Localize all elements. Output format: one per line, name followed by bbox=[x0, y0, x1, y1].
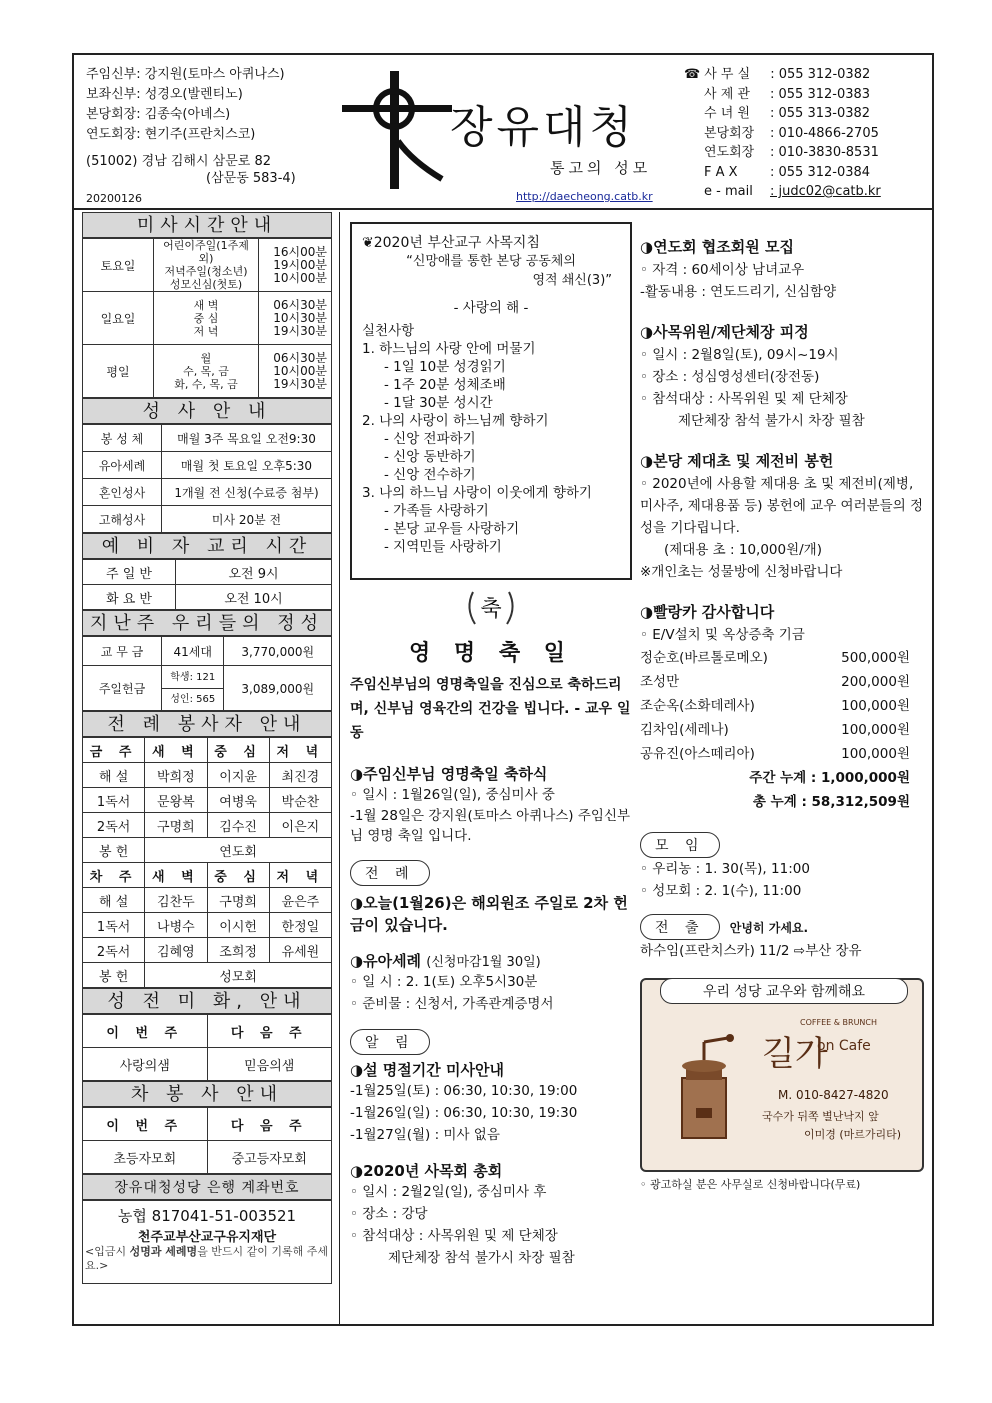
table-row: 금 주 새 벽 중 심 저 녁 bbox=[83, 738, 332, 763]
table-row: 주일헌금 학생: 121 성인: 565 3,089,000원 bbox=[83, 666, 332, 711]
legion-president: 연도회장: 현기주(프란치스코) bbox=[86, 127, 256, 142]
bank-account: 농협 817041-51-003521 bbox=[117, 1207, 297, 1225]
weekly-total: 주간 누계 : 1,000,000원 bbox=[749, 770, 910, 786]
bank-heading: 장유대청성당 은행 계좌번호 bbox=[82, 1174, 332, 1200]
table-row: 해 설 김찬두 구명희 윤은주 bbox=[83, 888, 332, 913]
address: (51002) 경남 김해시 삼문로 82 (삼문동 583-4) bbox=[86, 154, 296, 186]
list-item: 조성만 200,000원 bbox=[640, 674, 910, 690]
pastoral-title: ❦2020년 부산교구 사목지침 bbox=[362, 235, 540, 251]
ad-note: ◦ 광고하실 분은 사무실로 신청바랍니다(무료) bbox=[640, 1178, 861, 1191]
table-row: 평일 월 수, 목, 금 화, 수, 목, 금 06시30분 10시00분 19시30분 bbox=[83, 345, 332, 398]
council-president: 본당회장: 김종숙(아녜스) bbox=[86, 107, 231, 122]
grand-total: 총 누계 : 58,312,509원 bbox=[752, 794, 910, 810]
bank-holder: 천주교부산교구유지재단 bbox=[137, 1230, 277, 1245]
cafe-location: 국수가 뒤쪽 별난낙지 앞 bbox=[762, 1110, 879, 1123]
congratulation-seal bbox=[350, 586, 632, 634]
contact-row: F A X : 055 312-0384 bbox=[704, 164, 871, 180]
offering-heading: 지난주 우리들의 정성 bbox=[82, 610, 332, 636]
feast-title: 영 명 축 일 bbox=[409, 640, 573, 666]
website-link[interactable]: http://daecheong.catb.kr bbox=[516, 190, 653, 203]
contact-row: 본당회장 : 010-4866-2705 bbox=[704, 125, 879, 141]
contact-row: 연도회장 : 010-3830-8531 bbox=[704, 145, 879, 160]
liturgy-table bbox=[82, 737, 332, 988]
mass-times-heading: 미사시간안내 bbox=[82, 212, 332, 238]
table-row: 차 주 새 벽 중 심 저 녁 bbox=[83, 863, 332, 888]
parish-subtitle: 통고의 성모 bbox=[550, 159, 652, 177]
table-row: 1독서 문왕복 여병욱 박순찬 bbox=[83, 788, 332, 813]
pastoral-theme: - 사랑의 해 - bbox=[453, 300, 529, 316]
catechism-heading: 예 비 자 교리 시간 bbox=[82, 533, 332, 559]
yeondo-section: ◑연도회 협조회원 모집 ◦ 자격 : 60세이상 남녀교우 -활동내용 : 연도드리기, 신심함양 bbox=[640, 238, 837, 300]
notice-pill: 알 림 bbox=[350, 1029, 430, 1055]
pastoral-guideline-box: ❦2020년 부산교구 사목지침 “신망애를 통한 본당 공동체의 영적 쇄신(3)” - 사랑의 해 - 실천사항 1. 하느님의 사랑 안에 머물기 - 1일 10분 성경읽기 - 1주 20분 성체조배 - 1달 30분 성시간 2. 나의 사랑이 하느님께 향하기 - 신앙 전파하기 - 신앙 동반하기 - 신앙 전수하기 3. 나의 하느님 사랑이 이웃에게 향하기 - 가족들 사랑하기 - 본당 교우들 사랑하기 - 지역민들 사랑하기 bbox=[350, 222, 632, 580]
car-service-heading: 차 봉 사 안내 bbox=[82, 1081, 332, 1107]
table-row: 혼인성사 1개월 전 신청(수료증 첨부) bbox=[83, 479, 332, 506]
catechism-table bbox=[82, 559, 332, 610]
table-row: 일요일 새 벽 중 심 저 녁 06시30분 10시30분 19시30분 bbox=[83, 292, 332, 345]
list-item: 조순옥(소화데레사) 100,000원 bbox=[640, 698, 910, 714]
cafe-phone: M. 010-8427-4820 bbox=[778, 1088, 889, 1102]
table-row: 유아세례 매월 첫 토요일 오후5:30 bbox=[83, 452, 332, 479]
table-row: 2독서 구명희 김수진 이은지 bbox=[83, 813, 332, 838]
table-row: 화 요 반 오전 10시 bbox=[83, 585, 332, 610]
table-row: 주 일 반 오전 9시 bbox=[83, 560, 332, 585]
phone-icon: ☎ bbox=[684, 67, 701, 82]
table-row: 봉 성 체 매월 3주 목요일 오전9:30 bbox=[83, 425, 332, 452]
table-row: 봉 헌 성모회 bbox=[83, 963, 332, 988]
contact-row: e - mail : judc02@catb.kr bbox=[684, 182, 881, 202]
header bbox=[72, 53, 934, 210]
table-row: 교 무 금 41세대 3,770,000원 bbox=[83, 637, 332, 666]
assistant-priest: 보좌신부: 성경오(발렌티노) bbox=[86, 87, 243, 102]
cross-logo-icon bbox=[342, 71, 452, 191]
right-column: ◑연도회 협조회원 모집 ◦ 자격 : 60세이상 남녀교우 -활동내용 : 연도드리기, 신심함양 ◑사목위원/제단체장 피정 ◦ 일시 : 2월8일(토), 09시~19시 ◦ 장소 : 성심영성센터(장전동) ◦ 참석대상 : 사목위원 및 제 단체장 제단체장 참석 불가시 차장 필참 ◑본당 제대초 및 제전비 봉헌 ◦ 2020년에 사용할 제대용 초 및 제전비(제병, 미사주, 제대용품 등) 봉헌에 교우 여러분들의 정성을 기다립니다. (제대용 초 : 10,000원/개) ※개인초는 성물방에 신청바랍니다 ◑빨랑카 감사합니다 ◦ E/V설치 및 옥상증축 기금 정순호(바르톨로메오) 500,000원 조성만 200,000원 조순옥(소화데레사) 100,000원 김차임(세레나) 100,000원 공유진(아스떼리아) 100,000원 주간 누계 : 1,000,000원 총 누계 : 58,312,509원 모 임 ◦ 우리농 : 1. 30(목), 11:00 ◦ 성모회 : 2. 1(수), 11:00 전 출 안녕히 가세요. 하수임(프란치스카) 11/2 ⇨부산 장유 우리 성당 교우와 함께해요 COFFEE & BRUNCH 길가 on Cafe M. 010-8427-4820 국수가 뒤쪽 별난낙지 앞 이미경 (마르가리타) ◦ 광고하실 분은 사무실로 신청바랍니다(무료) bbox=[640, 238, 924, 1191]
contact-row: 사 제 관 : 055 312-0383 bbox=[704, 86, 871, 102]
laurel-icon bbox=[463, 586, 519, 630]
table-row: 2독서 김혜영 조희정 유세원 bbox=[83, 938, 332, 963]
table-row: 이 번 주 다 음 주 bbox=[83, 1108, 332, 1141]
table-row: 고해성사 미사 20분 전 bbox=[83, 506, 332, 533]
table-row: 이 번 주 다 음 주 bbox=[83, 1015, 332, 1048]
car-service-table bbox=[82, 1107, 332, 1174]
sacraments-table bbox=[82, 424, 332, 533]
table-row: 토요일 어린이주일(1주제외) 저녁주일(청소년) 성모신심(첫토) 16시00분 19시00분 10시00분 bbox=[83, 239, 332, 292]
offering-table bbox=[82, 636, 332, 711]
bank-box bbox=[82, 1200, 332, 1284]
candles-section: ◑본당 제대초 및 제전비 봉헌 ◦ 2020년에 사용할 제대용 초 및 제전비(제병, 미사주, 제대용품 등) 봉헌에 교우 여러분들의 정성을 기다립니다. (제대용 초 : 10,000원/개) ※개인초는 성물방에 신청바랍니다 bbox=[640, 452, 924, 580]
middle-column: ❦2020년 부산교구 사목지침 “신망애를 통한 본당 공동체의 영적 쇄신(3)” - 사랑의 해 - 실천사항 1. 하느님의 사랑 안에 머물기 - 1일 10분 성경읽기 - 1주 20분 성체조배 - 1달 30분 성시간 2. 나의 사랑이 하느님께 향하기 - 신앙 전파하기 - 신앙 동반하기 - 신앙 전수하기 3. 나의 하느님 사랑이 이웃에게 향하기 - 가족들 사랑하기 - 본당 교우들 사랑하기 - 지역민들 사랑하기 축 영 명 축 일 주임신부님의 영명축일을 진심으로 축하드리며, 신부님 영육간의 건강을 빕니다. - 교우 일동 ◑주임신부님 영명축일 축하식 ◦ 일시 : 1월26일(일), 중심미사 중 -1월 28일은 강지원(토마스 아퀴나스) 주임신부님 영명 축일 입니다. 전 례 ◑오늘(1월26)은 해외원조 주일로 2차 헌금이 있습니다. ◑유아세례 (신청마감1월 30일) ◦ 일 시 : 2. 1(토) 오후5시30분 ◦ 준비물 : 신청서, 가족관계증명서 알 림 ◑설 명절기간 미사안내 -1월25일(토) : 06:30, 10:30, 19:00 -1월26일(일) : 06:30, 10:30, 19:30 -1월27일(월) : 미사 없음 ◑2020년 사목회 총회 ◦ 일시 : 2월2일(일), 중심미사 후 ◦ 장소 : 강당 ◦ 참석대상 : 사목위원 및 제 단체장 제단체장 참석 불가시 차장 필참 bbox=[350, 222, 632, 1269]
liturgy-pill: 전 례 bbox=[350, 860, 430, 886]
mass-times-table bbox=[82, 238, 332, 398]
table-row: 해 설 박희정 이지윤 최진경 bbox=[83, 763, 332, 788]
cafe-advertisement: 우리 성당 교우와 함께해요 COFFEE & BRUNCH 길가 on Cafe M. 010-8427-4820 국수가 뒤쪽 별난낙지 앞 이미경 (마르가리타) bbox=[640, 978, 924, 1172]
bank-note: <입금시 성명과 세례명을 반드시 같이 기록해 주세요.> bbox=[85, 1245, 329, 1272]
coffee-grinder-icon bbox=[664, 1028, 744, 1148]
celebration-title: ◑주임신부님 영명축일 축하식 bbox=[350, 765, 548, 783]
priest: 주임신부: 강지원(토마스 아퀴나스) bbox=[86, 67, 285, 82]
newyear-mass-title: ◑설 명절기간 미사안내 bbox=[350, 1061, 504, 1079]
sacraments-heading: 성 사 안 내 bbox=[82, 398, 332, 424]
cafe-owner: 이미경 (마르가리타) bbox=[804, 1128, 902, 1141]
liturgy-heading: 전 례 봉사자 안내 bbox=[82, 711, 332, 737]
moveout-pill: 전 출 bbox=[640, 914, 720, 940]
cafe-brand: 길가 bbox=[762, 1034, 828, 1074]
altar-flowers-heading: 성 전 미 화, 안내 bbox=[82, 988, 332, 1014]
baptism-title: ◑유아세례 (신청마감1월 30일) bbox=[350, 952, 541, 970]
pastoral-practice-list: 실천사항 1. 하느님의 사랑 안에 머물기 - 1일 10분 성경읽기 - 1주 20분 성체조배 - 1달 30분 성시간 2. 나의 사랑이 하느님께 향하기 - 신앙 전파하기 - 신앙 동반하기 - 신앙 전수하기 3. 나의 하느님 사랑이 이웃에게 향하기 - 가족들 사랑하기 - 본당 교우들 사랑하기 - 지역민들 사랑하기 bbox=[362, 323, 592, 555]
table-row: 사랑의샘 믿음의샘 bbox=[83, 1048, 332, 1081]
table-row: 1독서 나병수 이시헌 한정일 bbox=[83, 913, 332, 938]
contact-row: 수 녀 원 : 055 313-0382 bbox=[704, 106, 871, 121]
contact-row: ☎ 사 무 실 : 055 312-0382 bbox=[684, 65, 881, 85]
overseas-aid-notice: ◑오늘(1월26)은 해외원조 주일로 2차 헌금이 있습니다. bbox=[350, 894, 628, 934]
table-row: 봉 헌 연도회 bbox=[83, 838, 332, 863]
contact-list bbox=[684, 65, 881, 202]
ad-heading: 우리 성당 교우와 함께해요 bbox=[660, 978, 908, 1004]
moveout-section: 전 출 안녕히 가세요. 하수임(프란치스카) 11/2 ⇨부산 장유 bbox=[640, 914, 924, 962]
feast-message: 주임신부님의 영명축일을 진심으로 축하드리며, 신부님 영육간의 건강을 빕니다. - 교우 일동 bbox=[350, 677, 631, 741]
seal-text: 축 bbox=[480, 597, 502, 622]
parish-title: 장유대청 bbox=[450, 102, 637, 153]
list-item: 공유진(아스떼리아) 100,000원 bbox=[640, 746, 910, 762]
retreat-section: ◑사목위원/제단체장 피정 ◦ 일시 : 2월8일(토), 09시~19시 ◦ 장소 : 성심영성센터(장전동) ◦ 참석대상 : 사목위원 및 제 단체장 제단체장 참석 불가시 차장 필참 bbox=[640, 323, 865, 429]
clergy-info bbox=[86, 65, 296, 187]
left-column bbox=[82, 212, 332, 1284]
meeting-pill: 모 임 bbox=[640, 832, 720, 858]
email-link[interactable]: : judc02@catb.kr bbox=[770, 184, 881, 199]
table-row: 초등자모회 중고등자모회 bbox=[83, 1141, 332, 1174]
issue-date: 20200126 bbox=[86, 192, 142, 205]
column-divider bbox=[339, 212, 340, 1326]
list-item: 김차임(세레나) 100,000원 bbox=[640, 722, 910, 738]
altar-flowers-table bbox=[82, 1014, 332, 1081]
thanks-section: ◑빨랑카 감사합니다 ◦ E/V설치 및 옥상증축 기금 정순호(바르톨로메오) 500,000원 조성만 200,000원 조순옥(소화데레사) 100,000원 김차임(세레나) 100,000원 공유진(아스떼리아) 100,000원 주간 누계 : 1,000,000원 총 누계 : 58,312,509원 bbox=[640, 601, 924, 814]
council-meeting-title: ◑2020년 사목회 총회 bbox=[350, 1162, 503, 1180]
list-item: 정순호(바르톨로메오) 500,000원 bbox=[640, 650, 910, 666]
diocese-emblem-icon: ❦ bbox=[362, 235, 374, 251]
